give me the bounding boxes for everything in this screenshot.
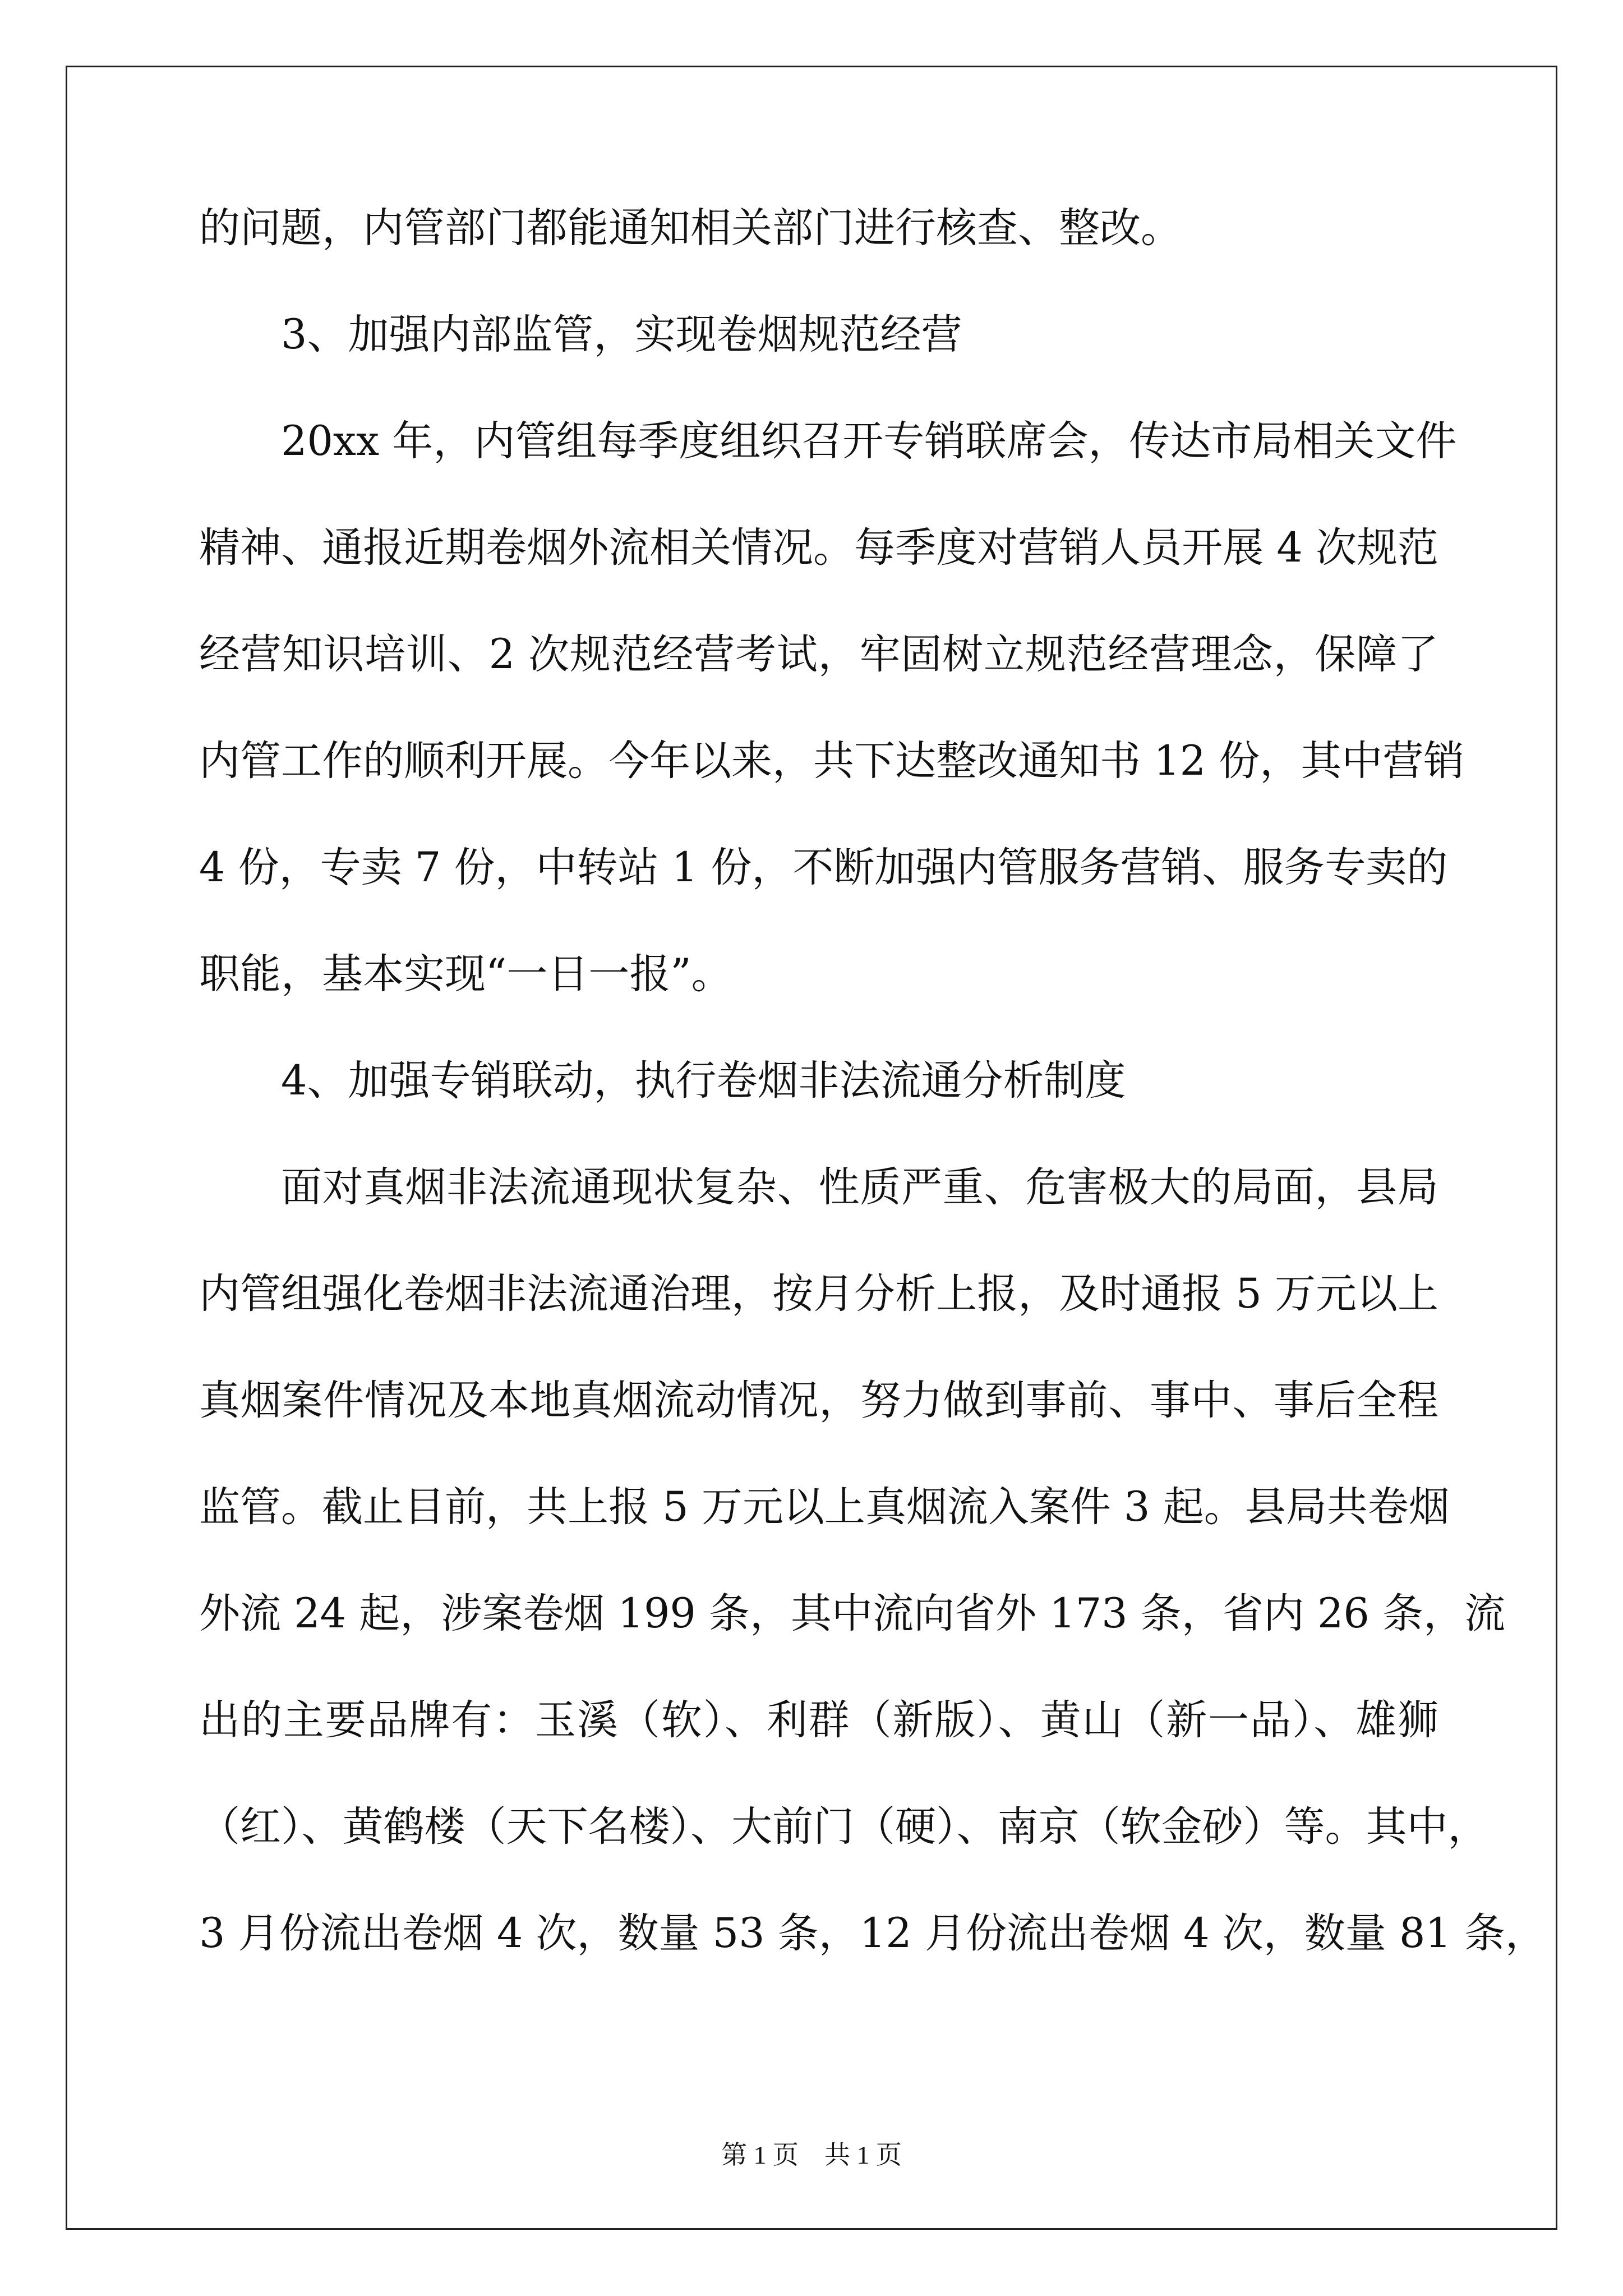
text-line-14: 外流 24 起，涉案卷烟 199 条，其中流向省外 173 条，省内 26 条，流: [199, 1590, 1506, 1637]
text-line-7: 4 份，专卖 7 份，中转站 1 份，不断加强内管服务营销、服务专卖的: [199, 844, 1448, 891]
section-heading-3: 3、加强内部监管，实现卷烟规范经营: [281, 311, 962, 358]
text-line-1: 的问题，内管部门都能通知相关部门进行核查、整改。: [199, 204, 1182, 252]
text-line-10: 面对真烟非法流通现状复杂、性质严重、危害极大的局面，县局: [281, 1163, 1438, 1211]
text-line-5: 经营知识培训、2 次规范经营考试，牢固树立规范经营理念，保障了: [199, 631, 1438, 678]
section-heading-4: 4、加强专销联动，执行卷烟非法流通分析制度: [281, 1057, 1126, 1105]
text-line-6: 内管工作的顺利开展。今年以来，共下达整改通知书 12 份，其中营销: [199, 737, 1465, 785]
page-footer: 第 1 页 共 1 页: [721, 2141, 902, 2169]
text-line-17: 3 月份流出卷烟 4 次，数量 53 条，12 月份流出卷烟 4 次，数量 81 条，: [199, 1910, 1547, 1957]
text-line-4: 精神、通报近期卷烟外流相关情况。每季度对营销人员开展 4 次规范: [199, 524, 1438, 572]
text-line-13: 监管。截止目前，共上报 5 万元以上真烟流入案件 3 起。县局共卷烟: [199, 1483, 1450, 1531]
text-line-16: （红）、黄鹤楼（天下名楼）、大前门（硬）、南京（软金砂）等。其中，: [199, 1803, 1489, 1851]
text-line-8: 职能，基本实现“一日一报”。: [199, 950, 732, 998]
text-line-11: 内管组强化卷烟非法流通治理，按月分析上报，及时通报 5 万元以上: [199, 1270, 1438, 1318]
text-line-12: 真烟案件情况及本地真烟流动情况，努力做到事前、事中、事后全程: [199, 1377, 1438, 1424]
text-line-15: 出的主要品牌有：玉溪（软）、利群（新版）、黄山（新一品）、雄狮: [199, 1696, 1438, 1744]
text-line-3: 20xx 年，内管组每季度组织召开专销联席会，传达市局相关文件: [281, 417, 1457, 465]
page-border: [66, 66, 1557, 2230]
